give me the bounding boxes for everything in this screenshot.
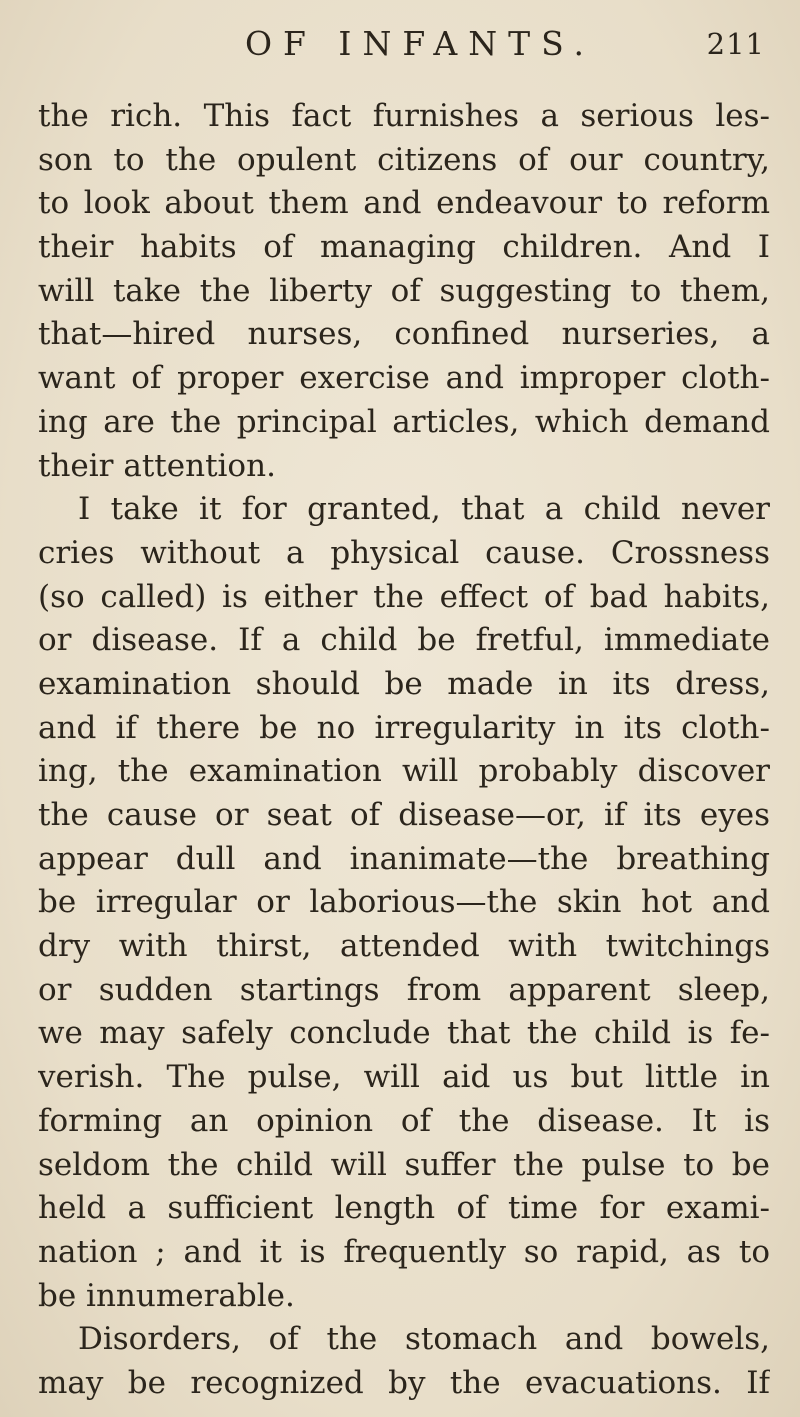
text-line: appear dull and inanimate—the breathing xyxy=(38,840,770,877)
running-head: OF INFANTS. xyxy=(244,24,596,63)
text-line: (so called) is either the effect of bad habits, xyxy=(38,578,770,615)
page-number: 211 xyxy=(706,27,765,61)
text-line: the rich. This fact furnishes a serious les- xyxy=(38,98,770,134)
text-line: that—hired nurses, confined nurseries, a xyxy=(38,316,770,353)
text-line: may be recognized by the evacuations. If xyxy=(38,1364,770,1401)
text-line: and if there be no irregularity in its cloth- xyxy=(38,709,770,746)
text-line: son to the opulent citizens of our country, xyxy=(38,141,770,178)
text-line: examination should be made in its dress, xyxy=(38,665,770,702)
text-line: their attention. xyxy=(38,447,276,484)
text-line: or sudden startings from apparent sleep, xyxy=(38,971,770,1008)
text-line: cries without a physical cause. Crossness xyxy=(38,534,770,571)
text-line: will take the liberty of suggesting to them, xyxy=(38,272,770,309)
text-line: be irregular or laborious—the skin hot and xyxy=(38,884,770,921)
text-line: seldom the child will suffer the pulse to be xyxy=(38,1146,770,1183)
text-line: be innumerable. xyxy=(38,1277,295,1314)
text-line: held a sufficient length of time for exami- xyxy=(38,1190,770,1227)
text-line: Disorders, of the stomach and bowels, xyxy=(78,1321,770,1358)
text-line: ing are the principal articles, which demand xyxy=(38,403,770,440)
body-text xyxy=(38,95,770,1406)
text-line: nation ; and it is frequently so rapid, as to xyxy=(38,1233,770,1270)
text-line: verish. The pulse, will aid us but little in xyxy=(38,1059,770,1096)
text-line: forming an opinion of the disease. It is xyxy=(38,1102,770,1139)
text-line: we may safely conclude that the child is fe- xyxy=(38,1015,770,1052)
page-header xyxy=(0,22,800,66)
text-line: to look about them and endeavour to reform xyxy=(38,185,770,222)
text-line: their habits of managing children. And I xyxy=(38,229,770,266)
text-line: ing, the examination will probably discover xyxy=(38,753,770,790)
text-line: dry with thirst, attended with twitchings xyxy=(38,928,770,965)
text-line: or disease. If a child be fretful, immediate xyxy=(38,622,770,659)
text-line: want of proper exercise and improper cloth- xyxy=(38,360,770,397)
text-line: the cause or seat of disease—or, if its eyes xyxy=(38,797,770,833)
text-line: I take it for granted, that a child never xyxy=(78,491,770,528)
